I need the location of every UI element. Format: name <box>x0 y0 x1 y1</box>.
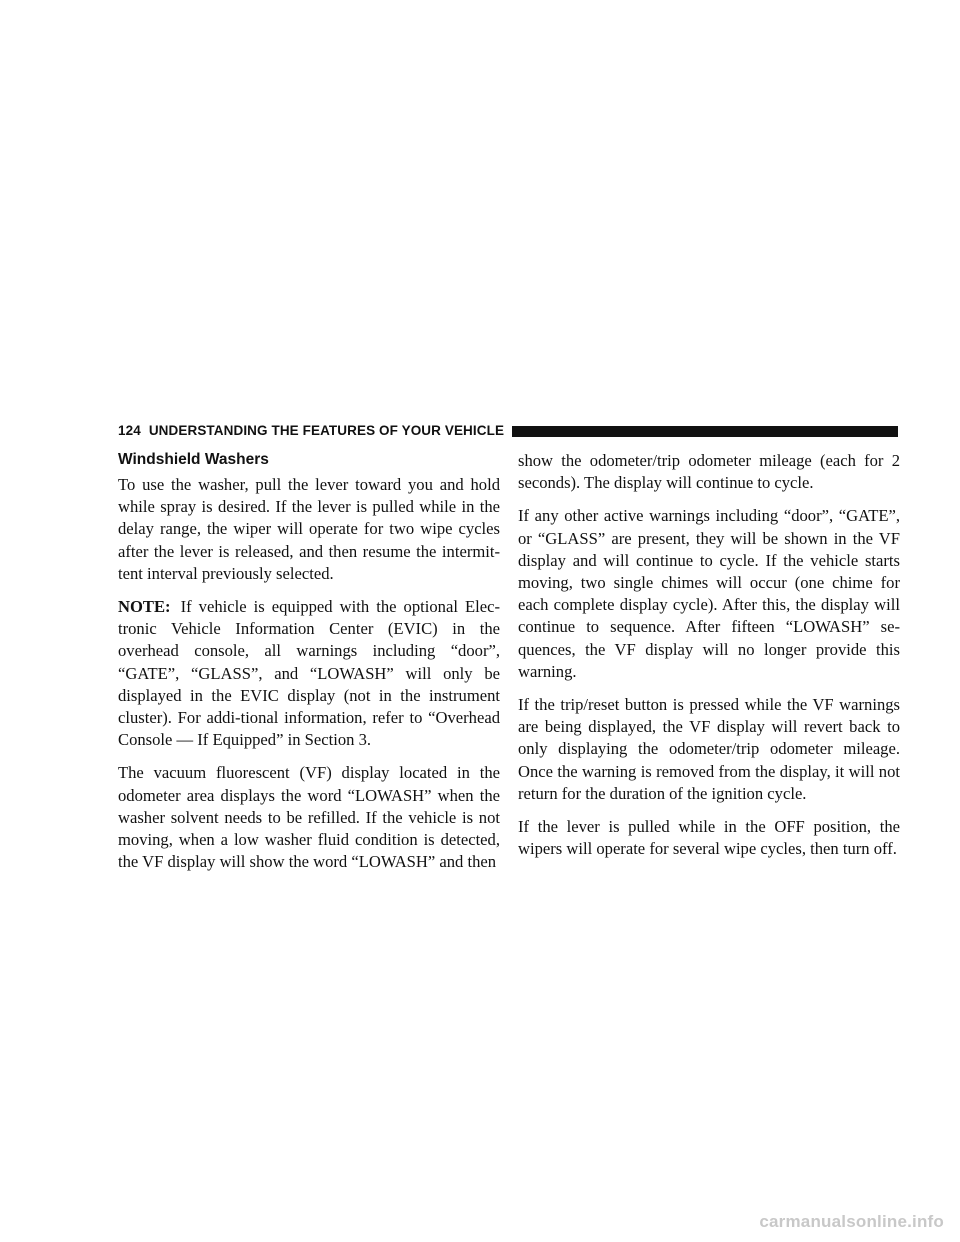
section-heading: Windshield Washers <box>118 451 269 468</box>
header-rule <box>512 426 898 437</box>
chapter-title: UNDERSTANDING THE FEATURES OF YOUR VEHICLE <box>148 422 505 438</box>
washer-instructions-paragraph: To use the washer, pull the lever toward you and hold while spray is desired. If the lever is pulled while in the delay range, the wiper will operate for two wipe cycles after the lever is released, and then resume the intermit-tent interval previously selected. <box>118 475 500 583</box>
active-warnings-paragraph: If any other active warnings including “door”, “GATE”, or “GLASS” are present, they will be shown in the VF display and will continue to cycle. If the vehicle starts moving, two single chimes will occur (one chime for each complete display cycle). After this, the display will continue to sequence. After fifteen “LOWASH” se-quences, the VF display will no longer provide this warning. <box>518 506 900 681</box>
page-number: 124 <box>118 422 141 438</box>
note-paragraph <box>118 596 500 751</box>
watermark: carmanualsonline.info <box>759 1212 944 1231</box>
vf-display-paragraph: The vacuum fluorescent (VF) display located in the odometer area displays the word “LOWASH” when the washer solvent needs to be refilled. If the vehicle is not moving, when a low washer fluid condition is detected, the VF display will show the word “LOWASH” and then <box>118 763 500 872</box>
left-column <box>118 450 500 884</box>
note-label: NOTE: <box>118 597 171 617</box>
note-text: If vehicle is equipped with the optional Elec-tronic Vehicle Information Center (EVIC) in the overhead console, all warnings including “door”, “GATE”, “GLASS”, and “LOWASH” will only be displayed in the EVIC display (not in the instrument cluster). For addi-tional information, refer to “Overhead Console — If Equipped” in Section 3. <box>118 597 500 750</box>
odometer-cycle-paragraph: show the odometer/trip odometer mileage (each for 2 seconds). The display will continue to cycle. <box>518 451 900 493</box>
off-position-paragraph: If the lever is pulled while in the OFF position, the wipers will operate for several wipe cycles, then turn off. <box>518 817 900 859</box>
page-header <box>118 419 898 441</box>
right-column <box>518 450 900 871</box>
trip-reset-paragraph: If the trip/reset button is pressed while the VF warnings are being displayed, the VF display will revert back to only displaying the odometer/trip odometer mileage. Once the warning is removed from the display, it will not return for the duration of the ignition cycle. <box>518 695 900 803</box>
